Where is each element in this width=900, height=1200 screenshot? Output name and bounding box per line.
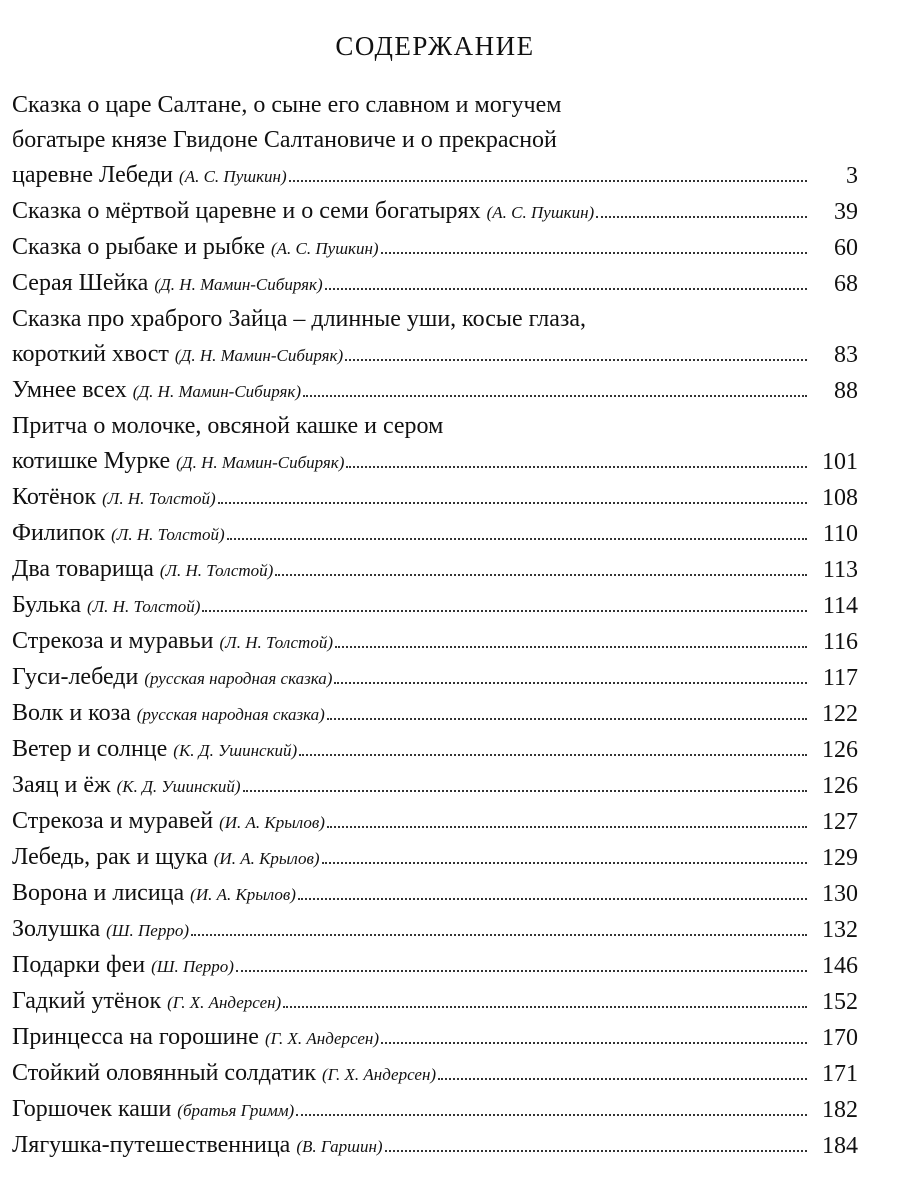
toc-entry[interactable] bbox=[12, 732, 858, 768]
toc-entry-author: (И. А. Крылов) bbox=[213, 849, 320, 868]
dot-leader bbox=[327, 718, 807, 720]
toc-entry-last-line bbox=[12, 230, 810, 266]
toc-entry-title: Горшочек каши bbox=[12, 1096, 172, 1122]
toc-entry-last-line bbox=[12, 480, 810, 516]
dot-leader bbox=[236, 970, 807, 972]
toc-entry-page-number: 146 bbox=[822, 953, 858, 979]
toc-entry-title: Гуси-лебеди bbox=[12, 664, 139, 690]
toc-entry-title: Подарки феи bbox=[12, 952, 146, 978]
toc-entry-last-line bbox=[12, 337, 810, 373]
toc-entry-title: котишке Мурке bbox=[12, 448, 171, 474]
toc-entry-title-line: Сказка про храброго Зайца – длинные уши, косые глаза, bbox=[12, 306, 587, 332]
toc-entry-title-line: Сказка о царе Салтане, о сыне его славном и могучем bbox=[12, 92, 562, 118]
toc-entry[interactable] bbox=[12, 516, 858, 552]
dot-leader bbox=[303, 395, 807, 397]
toc-entry-page-number: 122 bbox=[822, 701, 858, 727]
dot-leader bbox=[346, 466, 807, 468]
toc-entry-page-number: 182 bbox=[822, 1097, 858, 1123]
toc-entry-author: (Г. Х. Андерсен) bbox=[264, 1029, 380, 1048]
toc-entry-author: (И. А. Крылов) bbox=[219, 813, 325, 832]
toc-entry-last-line bbox=[12, 373, 810, 409]
toc-entry-page-number: 152 bbox=[822, 989, 858, 1015]
toc-entry-title: Заяц и ёж bbox=[12, 772, 111, 798]
toc-entry-title: Умнее всех bbox=[12, 377, 127, 403]
toc-entry-last-line bbox=[12, 444, 810, 480]
dot-leader bbox=[289, 180, 807, 182]
toc-entry-author: (Д. Н. Мамин-Сибиряк) bbox=[154, 275, 323, 294]
toc-entry-author: (Г. Х. Андерсен) bbox=[167, 993, 282, 1012]
toc-entry-title: Сказка о мёртвой царевне и о семи богатырях bbox=[12, 198, 481, 224]
dot-leader bbox=[385, 1150, 807, 1152]
dot-leader bbox=[381, 1042, 807, 1044]
toc-entry-title: Котёнок bbox=[12, 484, 97, 510]
dot-leader bbox=[381, 252, 807, 254]
toc-entry-title: Гадкий утёнок bbox=[12, 988, 162, 1014]
toc-entry[interactable] bbox=[12, 1056, 858, 1092]
toc-entry-title: царевне Лебеди bbox=[12, 162, 174, 188]
dot-leader bbox=[191, 934, 807, 936]
toc-entry[interactable] bbox=[12, 984, 858, 1020]
dot-leader bbox=[243, 790, 807, 792]
toc-entry[interactable] bbox=[12, 768, 858, 804]
dot-leader bbox=[202, 610, 807, 612]
toc-entry-page-number: 113 bbox=[822, 557, 858, 583]
toc-entry-page-number: 83 bbox=[834, 342, 858, 368]
toc-entry[interactable] bbox=[12, 373, 858, 409]
toc-entry-author: (В. Гаршин) bbox=[296, 1137, 383, 1156]
dot-leader bbox=[283, 1006, 807, 1008]
toc-entry-last-line bbox=[12, 984, 810, 1020]
toc-entry-last-line bbox=[12, 804, 810, 840]
dot-leader bbox=[296, 1114, 807, 1116]
toc-entry-last-line bbox=[12, 1020, 810, 1056]
toc-entry-page-number: 170 bbox=[822, 1025, 858, 1051]
toc-entry[interactable] bbox=[12, 194, 858, 230]
table-of-contents bbox=[12, 80, 858, 1164]
dot-leader bbox=[335, 646, 807, 648]
toc-entry-page-number: 126 bbox=[822, 773, 858, 799]
toc-entry-page-number: 101 bbox=[822, 449, 858, 475]
toc-entry-last-line bbox=[12, 1056, 810, 1092]
toc-entry[interactable] bbox=[12, 88, 858, 194]
toc-entry-page-number: 117 bbox=[822, 665, 858, 691]
toc-entry-author: (русская народная сказка) bbox=[144, 669, 333, 688]
toc-entry-last-line bbox=[12, 624, 810, 660]
toc-entry-author: (А. С. Пушкин) bbox=[486, 203, 595, 222]
toc-entry-last-line bbox=[12, 1092, 810, 1128]
toc-entry-author: (Д. Н. Мамин-Сибиряк) bbox=[176, 453, 345, 472]
toc-entry-title: Принцесса на горошине bbox=[12, 1024, 259, 1050]
toc-entry-author: (русская народная сказка) bbox=[136, 705, 325, 724]
toc-entry-page-number: 110 bbox=[822, 521, 858, 547]
toc-entry-page-number: 114 bbox=[822, 593, 858, 619]
toc-entry[interactable] bbox=[12, 1128, 858, 1164]
toc-entry-page-number: 184 bbox=[822, 1133, 858, 1159]
dot-leader bbox=[438, 1078, 807, 1080]
toc-entry-title: Лягушка-путешественница bbox=[12, 1132, 291, 1158]
toc-entry[interactable] bbox=[12, 912, 858, 948]
toc-entry-page-number: 88 bbox=[834, 378, 858, 404]
toc-entry-last-line bbox=[12, 660, 810, 696]
toc-entry-title: Ветер и солнце bbox=[12, 736, 168, 762]
toc-entry-last-line bbox=[12, 588, 810, 624]
dot-leader bbox=[322, 862, 807, 864]
toc-entry-last-line bbox=[12, 732, 810, 768]
toc-entry-last-line bbox=[12, 948, 810, 984]
toc-entry-title-line: Притча о молочке, овсяной кашке и сером bbox=[12, 413, 444, 439]
dot-leader bbox=[327, 826, 807, 828]
toc-entry[interactable] bbox=[12, 840, 858, 876]
toc-entry-title: Булька bbox=[12, 592, 81, 618]
toc-entry-author: (Л. Н. Толстой) bbox=[159, 561, 274, 580]
toc-entry-author: (К. Д. Ушинский) bbox=[116, 777, 241, 796]
toc-entry-author: (Д. Н. Мамин-Сибиряк) bbox=[174, 346, 344, 365]
dot-leader bbox=[596, 216, 807, 218]
toc-entry-title: Золушка bbox=[12, 916, 101, 942]
toc-entry-last-line bbox=[12, 158, 810, 194]
toc-entry[interactable] bbox=[12, 588, 858, 624]
toc-entry-last-line bbox=[12, 840, 810, 876]
toc-entry-author: (К. Д. Ушинский) bbox=[173, 741, 298, 760]
toc-entry-last-line bbox=[12, 768, 810, 804]
toc-entry[interactable] bbox=[12, 876, 858, 912]
dot-leader bbox=[227, 538, 807, 540]
toc-entry[interactable] bbox=[12, 624, 858, 660]
dot-leader bbox=[218, 502, 807, 504]
toc-entry-last-line bbox=[12, 1128, 810, 1164]
toc-entry-page-number: 3 bbox=[846, 163, 858, 189]
toc-entry-author: (Г. Х. Андерсен) bbox=[321, 1065, 437, 1084]
dot-leader bbox=[299, 754, 807, 756]
toc-entry-page-number: 68 bbox=[834, 271, 858, 297]
toc-entry[interactable] bbox=[12, 266, 858, 302]
toc-entry-last-line bbox=[12, 266, 810, 302]
toc-entry-title: Серая Шейка bbox=[12, 270, 149, 296]
toc-entry-page-number: 126 bbox=[822, 737, 858, 763]
toc-entry-title: короткий хвост bbox=[12, 341, 169, 367]
toc-entry-page-number: 108 bbox=[822, 485, 858, 511]
toc-entry[interactable] bbox=[12, 948, 858, 984]
dot-leader bbox=[345, 359, 807, 361]
toc-entry-author: (А. С. Пушкин) bbox=[270, 239, 379, 258]
toc-entry-page-number: 129 bbox=[822, 845, 858, 871]
toc-entry-page-number: 127 bbox=[822, 809, 858, 835]
toc-entry-title: Сказка о рыбаке и рыбке bbox=[12, 234, 265, 260]
toc-entry-last-line bbox=[12, 876, 810, 912]
toc-entry[interactable] bbox=[12, 1020, 858, 1056]
toc-entry-title: Стойкий оловянный солдатик bbox=[12, 1060, 316, 1086]
toc-entry-page-number: 116 bbox=[822, 629, 858, 655]
toc-entry-title: Филипок bbox=[12, 520, 106, 546]
toc-entry[interactable] bbox=[12, 1092, 858, 1128]
toc-entry-title: Лебедь, рак и щука bbox=[12, 844, 208, 870]
toc-entry-title-line: богатыре князе Гвидоне Салтановиче и о прекрасной bbox=[12, 127, 557, 153]
toc-entry-page-number: 130 bbox=[822, 881, 858, 907]
dot-leader bbox=[298, 898, 807, 900]
toc-entry-author: (А. С. Пушкин) bbox=[179, 167, 287, 186]
toc-entry[interactable] bbox=[12, 480, 858, 516]
toc-entry-author: (Ш. Перро) bbox=[106, 921, 189, 940]
toc-entry[interactable] bbox=[12, 660, 858, 696]
toc-entry-last-line bbox=[12, 552, 810, 588]
toc-entry-page-number: 132 bbox=[822, 917, 858, 943]
toc-entry-author: (Л. Н. Толстой) bbox=[102, 489, 216, 508]
toc-entry[interactable] bbox=[12, 804, 858, 840]
toc-entry-title: Стрекоза и муравей bbox=[12, 808, 214, 834]
dot-leader bbox=[325, 288, 807, 290]
toc-entry-author: (Ш. Перро) bbox=[151, 957, 234, 976]
toc-entry[interactable] bbox=[12, 696, 858, 732]
toc-entry-last-line bbox=[12, 696, 810, 732]
toc-entry-page-number: 39 bbox=[834, 199, 858, 225]
toc-entry-title: Ворона и лисица bbox=[12, 880, 185, 906]
toc-entry-page-number: 171 bbox=[822, 1061, 858, 1087]
toc-entry-author: (Л. Н. Толстой) bbox=[219, 633, 333, 652]
toc-entry[interactable] bbox=[12, 230, 858, 266]
toc-entry-title: Волк и коза bbox=[12, 700, 131, 726]
toc-entry-page-number: 60 bbox=[834, 235, 858, 261]
dot-leader bbox=[275, 574, 807, 576]
toc-entry-last-line bbox=[12, 912, 810, 948]
toc-entry[interactable] bbox=[12, 409, 858, 480]
toc-entry-author: (И. А. Крылов) bbox=[190, 885, 296, 904]
toc-entry-author: (Л. Н. Толстой) bbox=[111, 525, 225, 544]
dot-leader bbox=[334, 682, 807, 684]
toc-entry[interactable] bbox=[12, 552, 858, 588]
toc-entry-title: Стрекоза и муравьи bbox=[12, 628, 214, 654]
toc-entry-author: (братья Гримм) bbox=[177, 1101, 295, 1120]
toc-entry-author: (Д. Н. Мамин-Сибиряк) bbox=[132, 382, 302, 401]
toc-entry-title: Два товарища bbox=[12, 556, 154, 582]
toc-entry-last-line bbox=[12, 516, 810, 552]
toc-entry-author: (Л. Н. Толстой) bbox=[87, 597, 201, 616]
toc-entry[interactable] bbox=[12, 302, 858, 373]
toc-entry-last-line bbox=[12, 194, 810, 230]
page-title: СОДЕРЖАНИЕ bbox=[335, 31, 535, 61]
